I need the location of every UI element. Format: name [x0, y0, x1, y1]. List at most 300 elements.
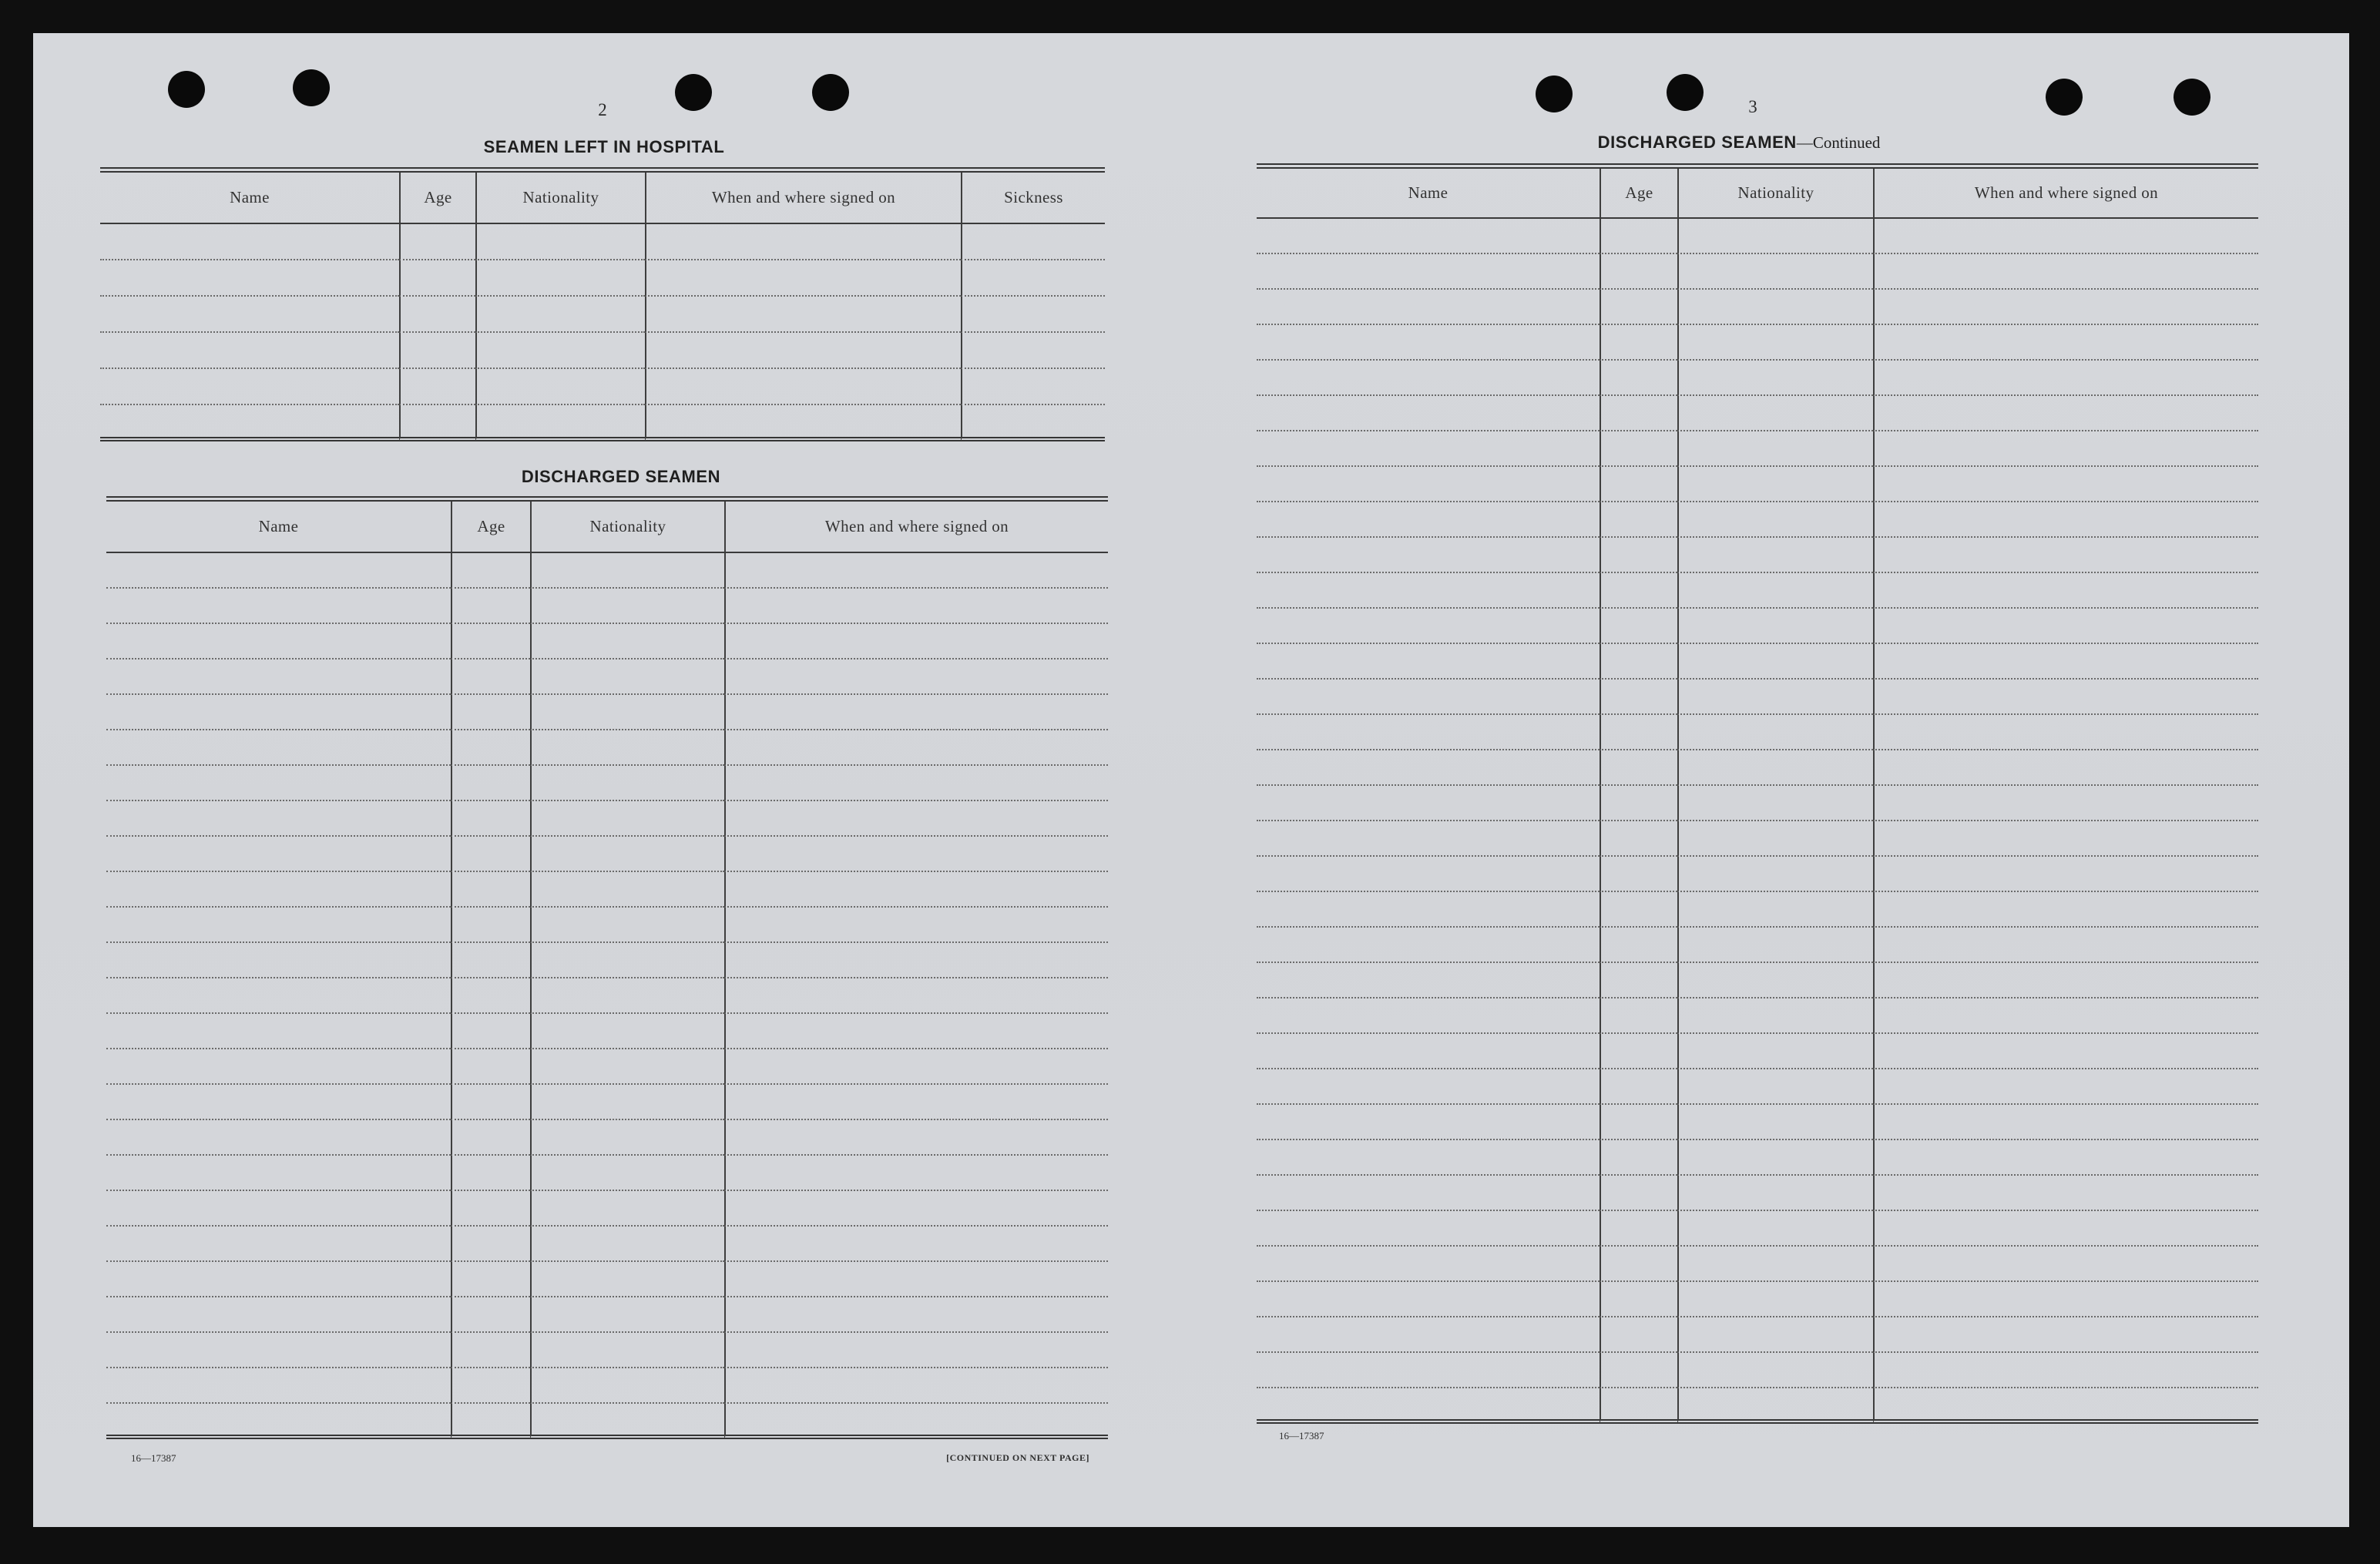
cell-nationality: [1677, 254, 1873, 290]
discharged-section-title: DISCHARGED SEAMEN: [521, 467, 721, 486]
cell-signed-on: [724, 978, 1108, 1014]
cell-name: [1257, 573, 1600, 609]
discharged-continued-table-body: [1257, 219, 2258, 1424]
table-row: [100, 297, 1105, 333]
cell-name: [1257, 680, 1600, 715]
cell-name: [1257, 538, 1600, 573]
table-row: [106, 1014, 1108, 1049]
cell-name: [100, 405, 399, 441]
hospital-table-body: [100, 224, 1105, 441]
table-row: [1257, 1105, 2258, 1140]
table-row: [1257, 219, 2258, 254]
cell-name: [1257, 1353, 1600, 1388]
table-row: [1257, 963, 2258, 998]
cell-signed-on: [1873, 644, 2258, 680]
table-row: [1257, 750, 2258, 786]
cell-name: [100, 333, 399, 369]
table-row: [1257, 1247, 2258, 1282]
cell-age: [1600, 644, 1677, 680]
cell-nationality: [1677, 821, 1873, 857]
cell-nationality: [530, 695, 724, 730]
cell-signed-on: [1873, 254, 2258, 290]
table-row: [106, 1227, 1108, 1262]
cell-nationality: [1677, 502, 1873, 538]
cell-signed-on: [645, 333, 961, 369]
discharged-continued-title: [1469, 133, 2009, 153]
cell-signed-on: [724, 624, 1108, 659]
cell-name: [1257, 786, 1600, 821]
table-row: [1257, 1317, 2258, 1353]
table-row: [106, 1085, 1108, 1120]
cell-name: [100, 369, 399, 405]
cell-age: [1600, 963, 1677, 998]
cell-age: [1600, 361, 1677, 396]
cell-age: [1600, 1353, 1677, 1388]
cell-name: [1257, 963, 1600, 998]
cell-name: [100, 260, 399, 297]
cell-name: [1257, 892, 1600, 928]
cell-name: [1257, 821, 1600, 857]
cell-name: [1257, 431, 1600, 467]
cell-nationality: [530, 908, 724, 943]
cell-name: [106, 837, 451, 872]
cell-signed-on: [724, 659, 1108, 695]
cell-nationality: [1677, 857, 1873, 892]
cell-name: [106, 1262, 451, 1297]
cell-signed-on: [645, 405, 961, 441]
cell-nationality: [1677, 928, 1873, 963]
cell-age: [451, 1333, 530, 1368]
cell-signed-on: [1873, 1105, 2258, 1140]
cell-nationality: [1677, 1140, 1873, 1176]
table-row: [106, 908, 1108, 943]
cell-signed-on: [724, 1262, 1108, 1297]
cell-age: [399, 405, 475, 441]
cell-name: [106, 872, 451, 908]
cell-signed-on: [724, 908, 1108, 943]
cell-signed-on: [1873, 857, 2258, 892]
cell-sickness: [961, 405, 1105, 441]
cell-signed-on: [1873, 361, 2258, 396]
cell-name: [100, 297, 399, 333]
cell-age: [451, 1404, 530, 1439]
cell-nationality: [475, 369, 645, 405]
cell-nationality: [475, 333, 645, 369]
table-row: [1257, 290, 2258, 325]
cell-signed-on: [724, 1297, 1108, 1333]
cell-age: [1600, 219, 1677, 254]
cell-signed-on: [1873, 290, 2258, 325]
cell-signed-on: [724, 1404, 1108, 1439]
cell-signed-on: [1873, 1353, 2258, 1388]
cell-age: [1600, 1317, 1677, 1353]
cell-name: [1257, 715, 1600, 750]
cell-age: [451, 978, 530, 1014]
cell-name: [1257, 857, 1600, 892]
cell-nationality: [1677, 1069, 1873, 1105]
page-number-right: 3: [1748, 97, 1757, 116]
cell-name: [1257, 502, 1600, 538]
discharged-table-body: [106, 553, 1108, 1439]
table-row: [1257, 502, 2258, 538]
cell-name: [1257, 1211, 1600, 1247]
cell-name: [106, 908, 451, 943]
table-row: [1257, 325, 2258, 361]
cell-age: [399, 333, 475, 369]
cell-nationality: [1677, 290, 1873, 325]
table-row: [1257, 857, 2258, 892]
cell-signed-on: [724, 801, 1108, 837]
cell-signed-on: [1873, 609, 2258, 644]
punch-hole: [293, 69, 330, 106]
hospital-section-title: SEAMEN LEFT IN HOSPITAL: [483, 137, 725, 156]
cell-name: [106, 624, 451, 659]
column-header-age: Age: [1600, 169, 1677, 219]
column-header-sickness: Sickness: [961, 173, 1105, 224]
cell-nationality: [530, 1333, 724, 1368]
cell-name: [1257, 467, 1600, 502]
table-row: [1257, 715, 2258, 750]
cell-name: [1257, 750, 1600, 786]
punch-hole: [675, 74, 712, 111]
cell-name: [106, 1156, 451, 1191]
cell-nationality: [1677, 1105, 1873, 1140]
table-row: [106, 553, 1108, 589]
punch-hole: [2046, 79, 2083, 116]
cell-age: [451, 1227, 530, 1262]
cell-name: [1257, 361, 1600, 396]
cell-name: [1257, 644, 1600, 680]
cell-signed-on: [1873, 431, 2258, 467]
cell-age: [451, 730, 530, 766]
cell-signed-on: [1873, 573, 2258, 609]
cell-signed-on: [1873, 1034, 2258, 1069]
column-header-age: Age: [399, 173, 475, 224]
cell-name: [1257, 325, 1600, 361]
cell-name: [1257, 1034, 1600, 1069]
cell-signed-on: [724, 1227, 1108, 1262]
cell-signed-on: [1873, 715, 2258, 750]
cell-age: [1600, 1069, 1677, 1105]
cell-nationality: [475, 297, 645, 333]
cell-nationality: [530, 1227, 724, 1262]
table-row: [1257, 1034, 2258, 1069]
table-row: [1257, 821, 2258, 857]
cell-age: [451, 1156, 530, 1191]
page-number-left: 2: [598, 100, 607, 119]
cell-signed-on: [724, 730, 1108, 766]
cell-age: [1600, 1211, 1677, 1247]
table-row: [1257, 609, 2258, 644]
table-row: [1257, 1140, 2258, 1176]
table-row: [106, 1404, 1108, 1439]
table-row: [1257, 431, 2258, 467]
cell-nationality: [1677, 786, 1873, 821]
cell-nationality: [1677, 396, 1873, 431]
table-row: [106, 695, 1108, 730]
cell-name: [106, 1368, 451, 1404]
cell-nationality: [1677, 1282, 1873, 1317]
cell-age: [1600, 290, 1677, 325]
discharged-continued-title-suffix: —Continued: [1796, 133, 1881, 152]
cell-nationality: [1677, 609, 1873, 644]
cell-age: [1600, 857, 1677, 892]
cell-signed-on: [645, 224, 961, 260]
cell-age: [1600, 254, 1677, 290]
cell-signed-on: [645, 260, 961, 297]
cell-nationality: [1677, 1211, 1873, 1247]
cell-nationality: [475, 260, 645, 297]
cell-nationality: [1677, 1388, 1873, 1424]
cell-signed-on: [1873, 467, 2258, 502]
cell-age: [1600, 1247, 1677, 1282]
cell-nationality: [1677, 361, 1873, 396]
cell-name: [1257, 998, 1600, 1034]
cell-name: [1257, 609, 1600, 644]
cell-nationality: [530, 1014, 724, 1049]
table-row: [1257, 680, 2258, 715]
cell-age: [1600, 538, 1677, 573]
form-number-right: 16—17387: [1279, 1430, 1324, 1441]
table-row: [106, 1262, 1108, 1297]
cell-sickness: [961, 260, 1105, 297]
cell-nationality: [1677, 431, 1873, 467]
table-row: [1257, 1353, 2258, 1388]
cell-sickness: [961, 369, 1105, 405]
table-row: [1257, 892, 2258, 928]
cell-age: [1600, 928, 1677, 963]
discharged-continued-table-header: [1257, 169, 2258, 219]
table-row: [100, 260, 1105, 297]
table-row: [1257, 1176, 2258, 1211]
table-row: [106, 1368, 1108, 1404]
cell-age: [1600, 1282, 1677, 1317]
cell-age: [451, 1085, 530, 1120]
cell-signed-on: [724, 1014, 1108, 1049]
cell-signed-on: [1873, 1176, 2258, 1211]
cell-age: [1600, 680, 1677, 715]
cell-name: [106, 730, 451, 766]
cell-nationality: [530, 872, 724, 908]
cell-signed-on: [724, 589, 1108, 624]
cell-age: [451, 837, 530, 872]
table-row: [106, 659, 1108, 695]
cell-age: [1600, 998, 1677, 1034]
table-row: [1257, 538, 2258, 573]
cell-signed-on: [724, 695, 1108, 730]
cell-age: [451, 943, 530, 978]
double-rule: [100, 167, 1105, 173]
column-header-age: Age: [451, 502, 530, 553]
cell-age: [1600, 821, 1677, 857]
cell-signed-on: [724, 943, 1108, 978]
cell-signed-on: [724, 1191, 1108, 1227]
table-row: [100, 224, 1105, 260]
table-row: [106, 1297, 1108, 1333]
cell-age: [399, 260, 475, 297]
cell-signed-on: [724, 766, 1108, 801]
punch-hole: [1536, 76, 1573, 112]
cell-signed-on: [1873, 502, 2258, 538]
column-header-signed-on: When and where signed on: [1873, 169, 2258, 219]
cell-signed-on: [1873, 1069, 2258, 1105]
cell-age: [451, 624, 530, 659]
cell-nationality: [1677, 680, 1873, 715]
cell-name: [1257, 1388, 1600, 1424]
table-row: [100, 405, 1105, 441]
cell-signed-on: [1873, 1282, 2258, 1317]
cell-signed-on: [1873, 1388, 2258, 1424]
cell-age: [451, 1368, 530, 1404]
cell-name: [1257, 928, 1600, 963]
cell-nationality: [530, 624, 724, 659]
cell-nationality: [1677, 963, 1873, 998]
cell-age: [1600, 1034, 1677, 1069]
cell-name: [106, 1049, 451, 1085]
cell-age: [451, 1262, 530, 1297]
cell-nationality: [530, 1156, 724, 1191]
table-row: [1257, 928, 2258, 963]
table-row: [1257, 644, 2258, 680]
cell-nationality: [1677, 892, 1873, 928]
punch-hole: [812, 74, 849, 111]
cell-name: [106, 695, 451, 730]
cell-signed-on: [1873, 963, 2258, 998]
cell-name: [106, 1404, 451, 1439]
cell-name: [106, 1014, 451, 1049]
table-row: [106, 730, 1108, 766]
cell-nationality: [1677, 325, 1873, 361]
cell-signed-on: [1873, 998, 2258, 1034]
cell-nationality: [530, 943, 724, 978]
cell-signed-on: [724, 1049, 1108, 1085]
cell-signed-on: [1873, 821, 2258, 857]
cell-age: [451, 659, 530, 695]
cell-nationality: [1677, 467, 1873, 502]
cell-sickness: [961, 333, 1105, 369]
column-header-name: Name: [100, 173, 399, 224]
cell-signed-on: [1873, 1211, 2258, 1247]
table-row: [100, 369, 1105, 405]
table-row: [106, 1191, 1108, 1227]
cell-signed-on: [724, 1333, 1108, 1368]
cell-signed-on: [645, 369, 961, 405]
continued-on-next-page-note: [CONTINUED ON NEXT PAGE]: [946, 1452, 1089, 1463]
cell-name: [106, 589, 451, 624]
table-row: [106, 837, 1108, 872]
cell-age: [451, 1191, 530, 1227]
cell-age: [1600, 892, 1677, 928]
cell-name: [1257, 219, 1600, 254]
table-row: [106, 801, 1108, 837]
cell-age: [1600, 750, 1677, 786]
cell-age: [1600, 467, 1677, 502]
table-row: [1257, 1388, 2258, 1424]
cell-signed-on: [1873, 396, 2258, 431]
table-row: [106, 766, 1108, 801]
cell-name: [100, 224, 399, 260]
table-row: [106, 1333, 1108, 1368]
cell-nationality: [475, 224, 645, 260]
cell-nationality: [1677, 538, 1873, 573]
cell-nationality: [1677, 219, 1873, 254]
cell-nationality: [1677, 1247, 1873, 1282]
cell-age: [451, 766, 530, 801]
discharged-seamen-continued-table: [1257, 163, 2258, 1424]
cell-age: [451, 872, 530, 908]
cell-nationality: [1677, 998, 1873, 1034]
cell-nationality: [530, 1404, 724, 1439]
cell-age: [451, 1049, 530, 1085]
table-row: [106, 872, 1108, 908]
table-row: [106, 624, 1108, 659]
cell-age: [451, 695, 530, 730]
table-row: [1257, 1211, 2258, 1247]
cell-age: [451, 1120, 530, 1156]
cell-signed-on: [1873, 786, 2258, 821]
cell-sickness: [961, 224, 1105, 260]
table-row: [106, 1156, 1108, 1191]
cell-signed-on: [1873, 928, 2258, 963]
table-row: [106, 978, 1108, 1014]
cell-nationality: [530, 659, 724, 695]
table-row: [100, 333, 1105, 369]
cell-nationality: [530, 1120, 724, 1156]
cell-age: [399, 369, 475, 405]
cell-signed-on: [1873, 325, 2258, 361]
table-row: [1257, 254, 2258, 290]
cell-signed-on: [1873, 1140, 2258, 1176]
column-header-nationality: Nationality: [475, 173, 645, 224]
cell-nationality: [530, 1085, 724, 1120]
cell-nationality: [1677, 644, 1873, 680]
cell-name: [106, 1120, 451, 1156]
cell-signed-on: [724, 1368, 1108, 1404]
cell-name: [106, 801, 451, 837]
cell-signed-on: [724, 1120, 1108, 1156]
cell-age: [1600, 1105, 1677, 1140]
cell-age: [1600, 573, 1677, 609]
cell-age: [451, 589, 530, 624]
cell-name: [1257, 1069, 1600, 1105]
cell-name: [106, 1333, 451, 1368]
cell-nationality: [530, 801, 724, 837]
cell-name: [1257, 1140, 1600, 1176]
table-row: [1257, 573, 2258, 609]
cell-name: [106, 943, 451, 978]
table-row: [1257, 1069, 2258, 1105]
cell-age: [1600, 431, 1677, 467]
cell-age: [451, 1014, 530, 1049]
cell-age: [451, 553, 530, 589]
column-header-nationality: Nationality: [530, 502, 724, 553]
cell-name: [106, 766, 451, 801]
cell-name: [1257, 1105, 1600, 1140]
cell-name: [106, 553, 451, 589]
table-row: [1257, 998, 2258, 1034]
table-row: [106, 943, 1108, 978]
cell-signed-on: [724, 1085, 1108, 1120]
column-header-signed-on: When and where signed on: [645, 173, 961, 224]
cell-signed-on: [724, 872, 1108, 908]
punch-hole: [2174, 79, 2210, 116]
cell-nationality: [530, 766, 724, 801]
cell-age: [1600, 715, 1677, 750]
cell-signed-on: [1873, 1247, 2258, 1282]
cell-signed-on: [1873, 219, 2258, 254]
cell-signed-on: [1873, 750, 2258, 786]
cell-signed-on: [645, 297, 961, 333]
